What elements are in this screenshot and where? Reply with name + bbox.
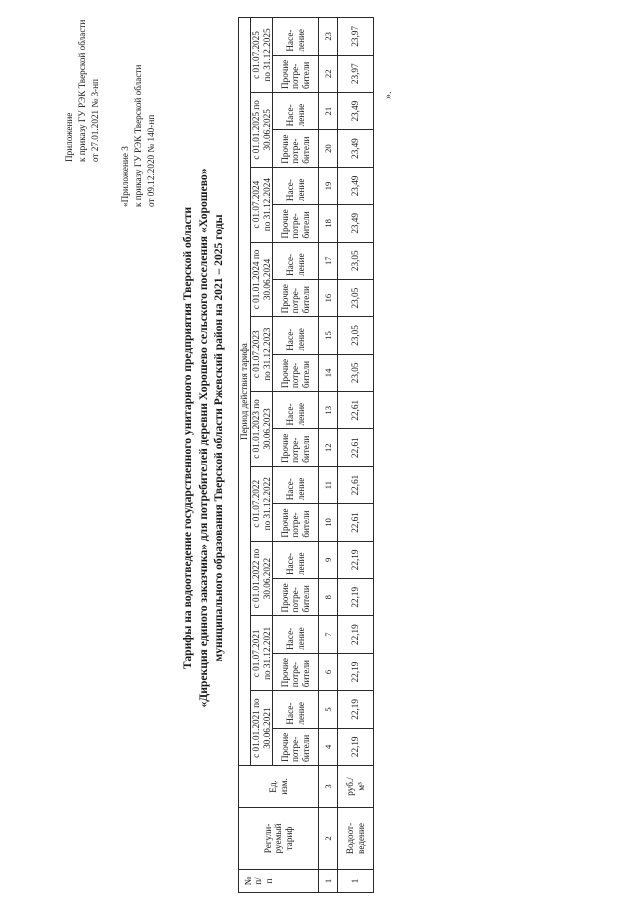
period-header-2: с 01.07.2021 по 31.12.2021 <box>251 616 273 691</box>
subheader-other-consumers: Прочие потре- бители <box>273 205 319 242</box>
row-tariff-name: Водоот- ведение <box>338 808 374 870</box>
tariff-value-other-consumers: 23,97 <box>338 55 374 92</box>
column-number: 6 <box>319 653 338 690</box>
column-number: 23 <box>319 18 338 56</box>
title-line-1: Тарифы на водоотведение государственного унитарного предприятия Тверской области <box>181 206 194 670</box>
tariff-table <box>238 17 374 893</box>
subheader-population: Насе- ление <box>273 691 319 728</box>
subheader-other-consumers: Прочие потре- бители <box>273 354 319 391</box>
annex-order-reference: к приказу ГУ РЭК Тверской области <box>77 19 87 162</box>
tariff-value-other-consumers: 22,61 <box>338 504 374 541</box>
column-number: 12 <box>319 429 338 466</box>
period-header-6: с 01.07.2023 по 31.12.2023 <box>251 317 273 392</box>
table-column-number-row <box>319 18 338 893</box>
column-number: 5 <box>319 691 338 728</box>
header-tariff: Регули- руемый тариф <box>239 808 319 870</box>
subheader-population: Насе- ление <box>273 317 319 354</box>
column-number: 3 <box>319 766 338 808</box>
tariff-value-other-consumers: 22,19 <box>338 728 374 765</box>
column-number: 7 <box>319 616 338 653</box>
column-number: 22 <box>319 55 338 92</box>
tariff-value-population: 22,19 <box>338 541 374 578</box>
tariff-value-other-consumers: 23,49 <box>338 130 374 167</box>
title-line-3: муниципального образования Тверской области Ржевский район на 2021 – 2025 годы <box>212 214 225 662</box>
annex-order-date: от 09.12.2020 № 140-нп <box>146 114 156 207</box>
period-header-5: с 01.01.2023 по 30.06.2023 <box>251 392 273 467</box>
tariff-value-other-consumers: 22,19 <box>338 653 374 690</box>
tariff-value-other-consumers: 22,19 <box>338 579 374 616</box>
tariff-value-other-consumers: 23,49 <box>338 205 374 242</box>
period-header-10: с 01.07.2025 по 31.12.2025 <box>251 18 273 93</box>
tariff-value-population: 22,61 <box>338 392 374 429</box>
closing-quote-mark: ». <box>383 91 394 99</box>
subheader-other-consumers: Прочие потре- бители <box>273 55 319 92</box>
subheader-other-consumers: Прочие потре- бители <box>273 504 319 541</box>
column-number: 21 <box>319 92 338 129</box>
header-number: № п/ п <box>239 870 319 893</box>
period-header-4: с 01.07.2022 по 31.12.2022 <box>251 466 273 541</box>
subheader-population: Насе- ление <box>273 616 319 653</box>
subheader-population: Насе- ление <box>273 242 319 279</box>
period-header-9: с 01.01.2025 по 30.06.2025 <box>251 92 273 167</box>
tariff-value-population: 23,05 <box>338 317 374 354</box>
table-consumer-row <box>273 18 319 893</box>
column-number: 17 <box>319 242 338 279</box>
subheader-population: Насе- ление <box>273 466 319 503</box>
table-header-row <box>239 18 251 893</box>
annex-order-reference: к приказу ГУ РЭК Тверской области <box>133 64 143 207</box>
subheader-other-consumers: Прочие потре- бители <box>273 579 319 616</box>
tariff-value-population: 23,49 <box>338 167 374 204</box>
column-number: 1 <box>319 870 338 893</box>
subheader-population: Насе- ление <box>273 18 319 56</box>
header-unit: Ед. изм. <box>239 766 319 808</box>
period-header-1: с 01.01.2021 по 30.06.2021 <box>251 691 273 766</box>
column-number: 16 <box>319 279 338 316</box>
annex-order-date: от 27.01.2021 № 3-нп <box>90 79 100 162</box>
annex-heading: Приложение <box>64 112 74 162</box>
subheader-other-consumers: Прочие потре- бители <box>273 728 319 765</box>
column-number: 15 <box>319 317 338 354</box>
row-number: 1 <box>338 870 374 893</box>
subheader-population: Насе- ление <box>273 167 319 204</box>
document-title <box>180 38 227 838</box>
column-number: 10 <box>319 504 338 541</box>
table-row <box>338 18 374 893</box>
column-number: 13 <box>319 392 338 429</box>
tariff-value-population: 23,49 <box>338 92 374 129</box>
column-number: 4 <box>319 728 338 765</box>
row-unit: руб./ м³ <box>338 766 374 808</box>
tariff-value-other-consumers: 23,05 <box>338 354 374 391</box>
subheader-population: Насе- ление <box>273 541 319 578</box>
subheader-population: Насе- ление <box>273 392 319 429</box>
annex-block-original <box>119 65 158 207</box>
column-number: 11 <box>319 466 338 503</box>
tariff-value-population: 23,97 <box>338 18 374 56</box>
column-number: 8 <box>319 579 338 616</box>
annex-heading: «Приложение 3 <box>120 146 130 207</box>
period-header-3: с 01.01.2022 по 30.06.2022 <box>251 541 273 616</box>
subheader-population: Насе- ление <box>273 92 319 129</box>
period-header-8: с 01.07.2024 по 31.12.2024 <box>251 167 273 242</box>
tariff-value-population: 22,61 <box>338 466 374 503</box>
tariff-value-population: 22,19 <box>338 691 374 728</box>
subheader-other-consumers: Прочие потре- бители <box>273 279 319 316</box>
table-period-row <box>251 18 273 893</box>
title-line-2: «Дирекция единого заказчика» для потребителей деревни Хорошево сельского поселения «Хорошево» <box>196 168 210 708</box>
tariff-value-population: 22,19 <box>338 616 374 653</box>
header-period-group: Период действия тарифа <box>239 18 251 766</box>
tariff-value-other-consumers: 23,05 <box>338 279 374 316</box>
column-number: 2 <box>319 808 338 870</box>
tariff-value-other-consumers: 22,61 <box>338 429 374 466</box>
period-header-7: с 01.01.2024 по 30.06.2024 <box>251 242 273 317</box>
subheader-other-consumers: Прочие потре- бители <box>273 653 319 690</box>
tariff-value-population: 23,05 <box>338 242 374 279</box>
column-number: 20 <box>319 130 338 167</box>
annex-block-current <box>63 20 102 162</box>
column-number: 14 <box>319 354 338 391</box>
column-number: 9 <box>319 541 338 578</box>
subheader-other-consumers: Прочие потре- бители <box>273 429 319 466</box>
column-number: 19 <box>319 167 338 204</box>
subheader-other-consumers: Прочие потре- бители <box>273 130 319 167</box>
column-number: 18 <box>319 205 338 242</box>
